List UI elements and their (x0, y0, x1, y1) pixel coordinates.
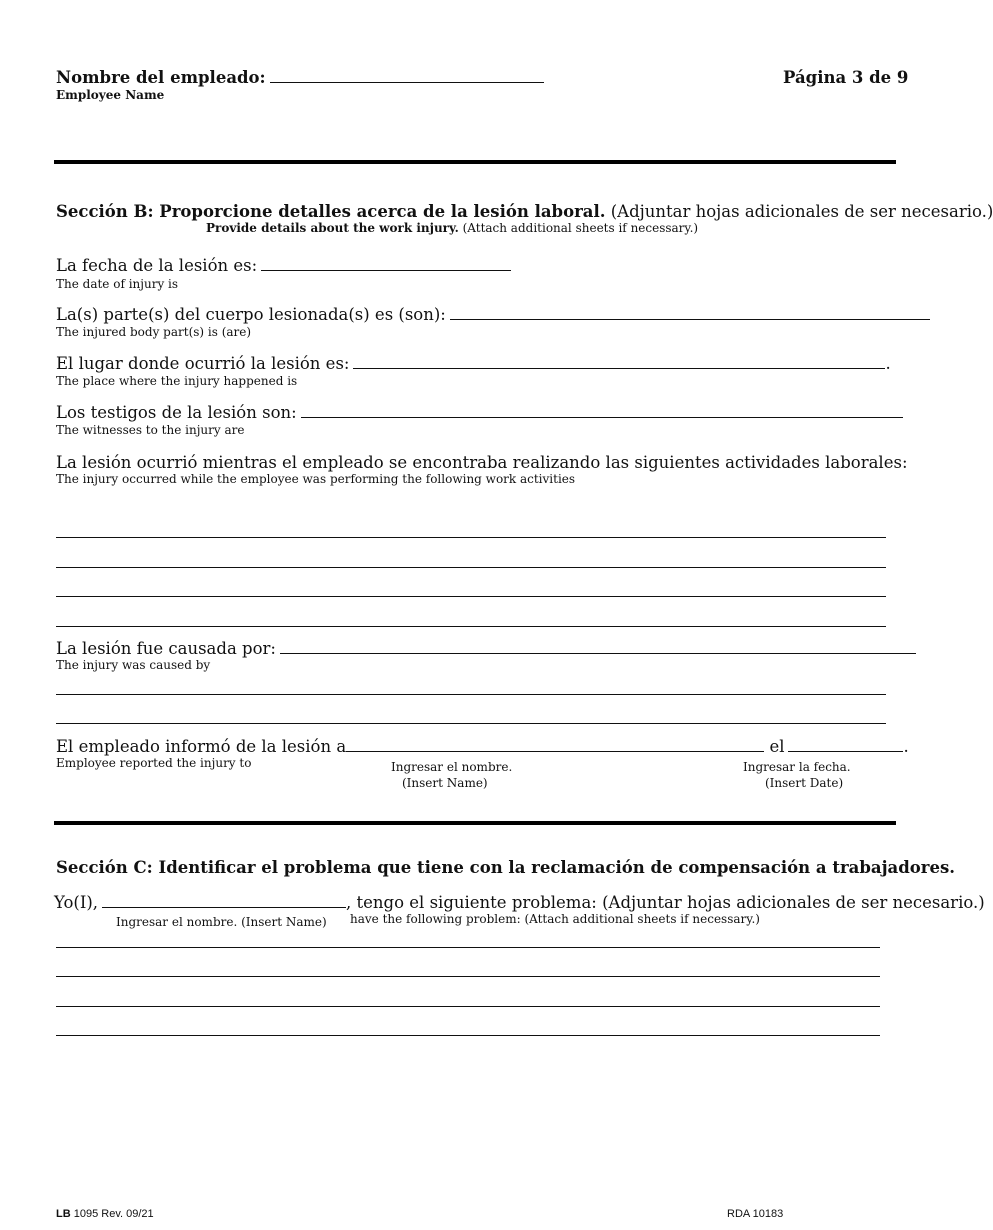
body-parts-field[interactable] (450, 305, 930, 320)
claimant-name-field[interactable] (102, 893, 346, 908)
problem-statement: Yo(I), , tengo el siguiente problema: (Adjuntar hojas adicionales de ser necesario.) (54, 893, 985, 912)
reported-to-name-field[interactable] (346, 737, 764, 752)
date-of-injury-label-en: The date of injury is (56, 277, 179, 291)
section-c-title: Sección C: Identificar el problema que tiene con la reclamación de compensación a trabajadores. (56, 858, 956, 877)
work-activities-line-4[interactable] (56, 626, 886, 627)
form-number: LB 1095 Rev. 09/21 (56, 1208, 154, 1220)
problem-line-3[interactable] (56, 1006, 880, 1007)
reported-to-label-en: Employee reported the injury to (56, 756, 252, 770)
insert-name-hint: Ingresar el nombre. (Insert Name) (116, 915, 327, 929)
witnesses-field[interactable] (301, 403, 903, 418)
problem-line-4[interactable] (56, 1035, 880, 1036)
injury-place-label-en: The place where the injury happened is (56, 374, 298, 388)
work-activities-line-3[interactable] (56, 596, 886, 597)
section-b-title: Sección B: Proporcione detalles acerca de la lesión laboral. (Adjuntar hojas adicionales de ser necesario.) (56, 202, 993, 221)
work-activities-label: La lesión ocurrió mientras el empleado se encontraba realizando las siguientes actividades laborales: (56, 453, 908, 472)
date-of-injury-label: La fecha de la lesión es: (56, 256, 511, 275)
insert-date-hint-en: (Insert Date) (765, 776, 844, 790)
page-number: Página 3 de 9 (783, 68, 909, 87)
header-divider (54, 160, 896, 164)
work-activities-line-1[interactable] (56, 537, 886, 538)
problem-line-1[interactable] (56, 947, 880, 948)
injury-cause-label-en: The injury was caused by (56, 658, 211, 672)
injury-place-label: El lugar donde ocurrió la lesión es: . (56, 354, 891, 373)
date-of-injury-field[interactable] (261, 256, 511, 271)
work-activities-line-2[interactable] (56, 567, 886, 568)
injury-cause-label: La lesión fue causada por: (56, 639, 916, 658)
insert-name-hint-es: Ingresar el nombre. (391, 760, 513, 774)
injury-cause-line-2[interactable] (56, 723, 886, 724)
reported-date-field[interactable] (788, 737, 903, 752)
problem-statement-en: have the following problem: (Attach additional sheets if necessary.) (350, 912, 760, 926)
injury-cause-line-1[interactable] (56, 694, 886, 695)
employee-name-field[interactable] (270, 68, 544, 83)
body-parts-label-en: The injured body part(s) is (are) (56, 325, 252, 339)
witnesses-label-en: The witnesses to the injury are (56, 423, 245, 437)
body-parts-label: La(s) parte(s) del cuerpo lesionada(s) es (son): (56, 305, 930, 324)
insert-name-hint-en: (Insert Name) (402, 776, 488, 790)
injury-place-field[interactable] (353, 354, 885, 369)
section-b-subtitle: Provide details about the work injury. (Attach additional sheets if necessary.) (206, 221, 699, 235)
problem-line-2[interactable] (56, 976, 880, 977)
rda-number: RDA 10183 (727, 1208, 784, 1220)
employee-name-label: Nombre del empleado: (56, 68, 544, 87)
injury-cause-field[interactable] (280, 639, 916, 654)
employee-name-label-en: Employee Name (56, 88, 165, 102)
reported-to-label: El empleado informó de la lesión a el . (56, 737, 909, 756)
witnesses-label: Los testigos de la lesión son: (56, 403, 903, 422)
work-activities-label-en: The injury occurred while the employee was performing the following work activities (56, 472, 576, 486)
section-divider (54, 821, 896, 825)
insert-date-hint-es: Ingresar la fecha. (743, 760, 851, 774)
